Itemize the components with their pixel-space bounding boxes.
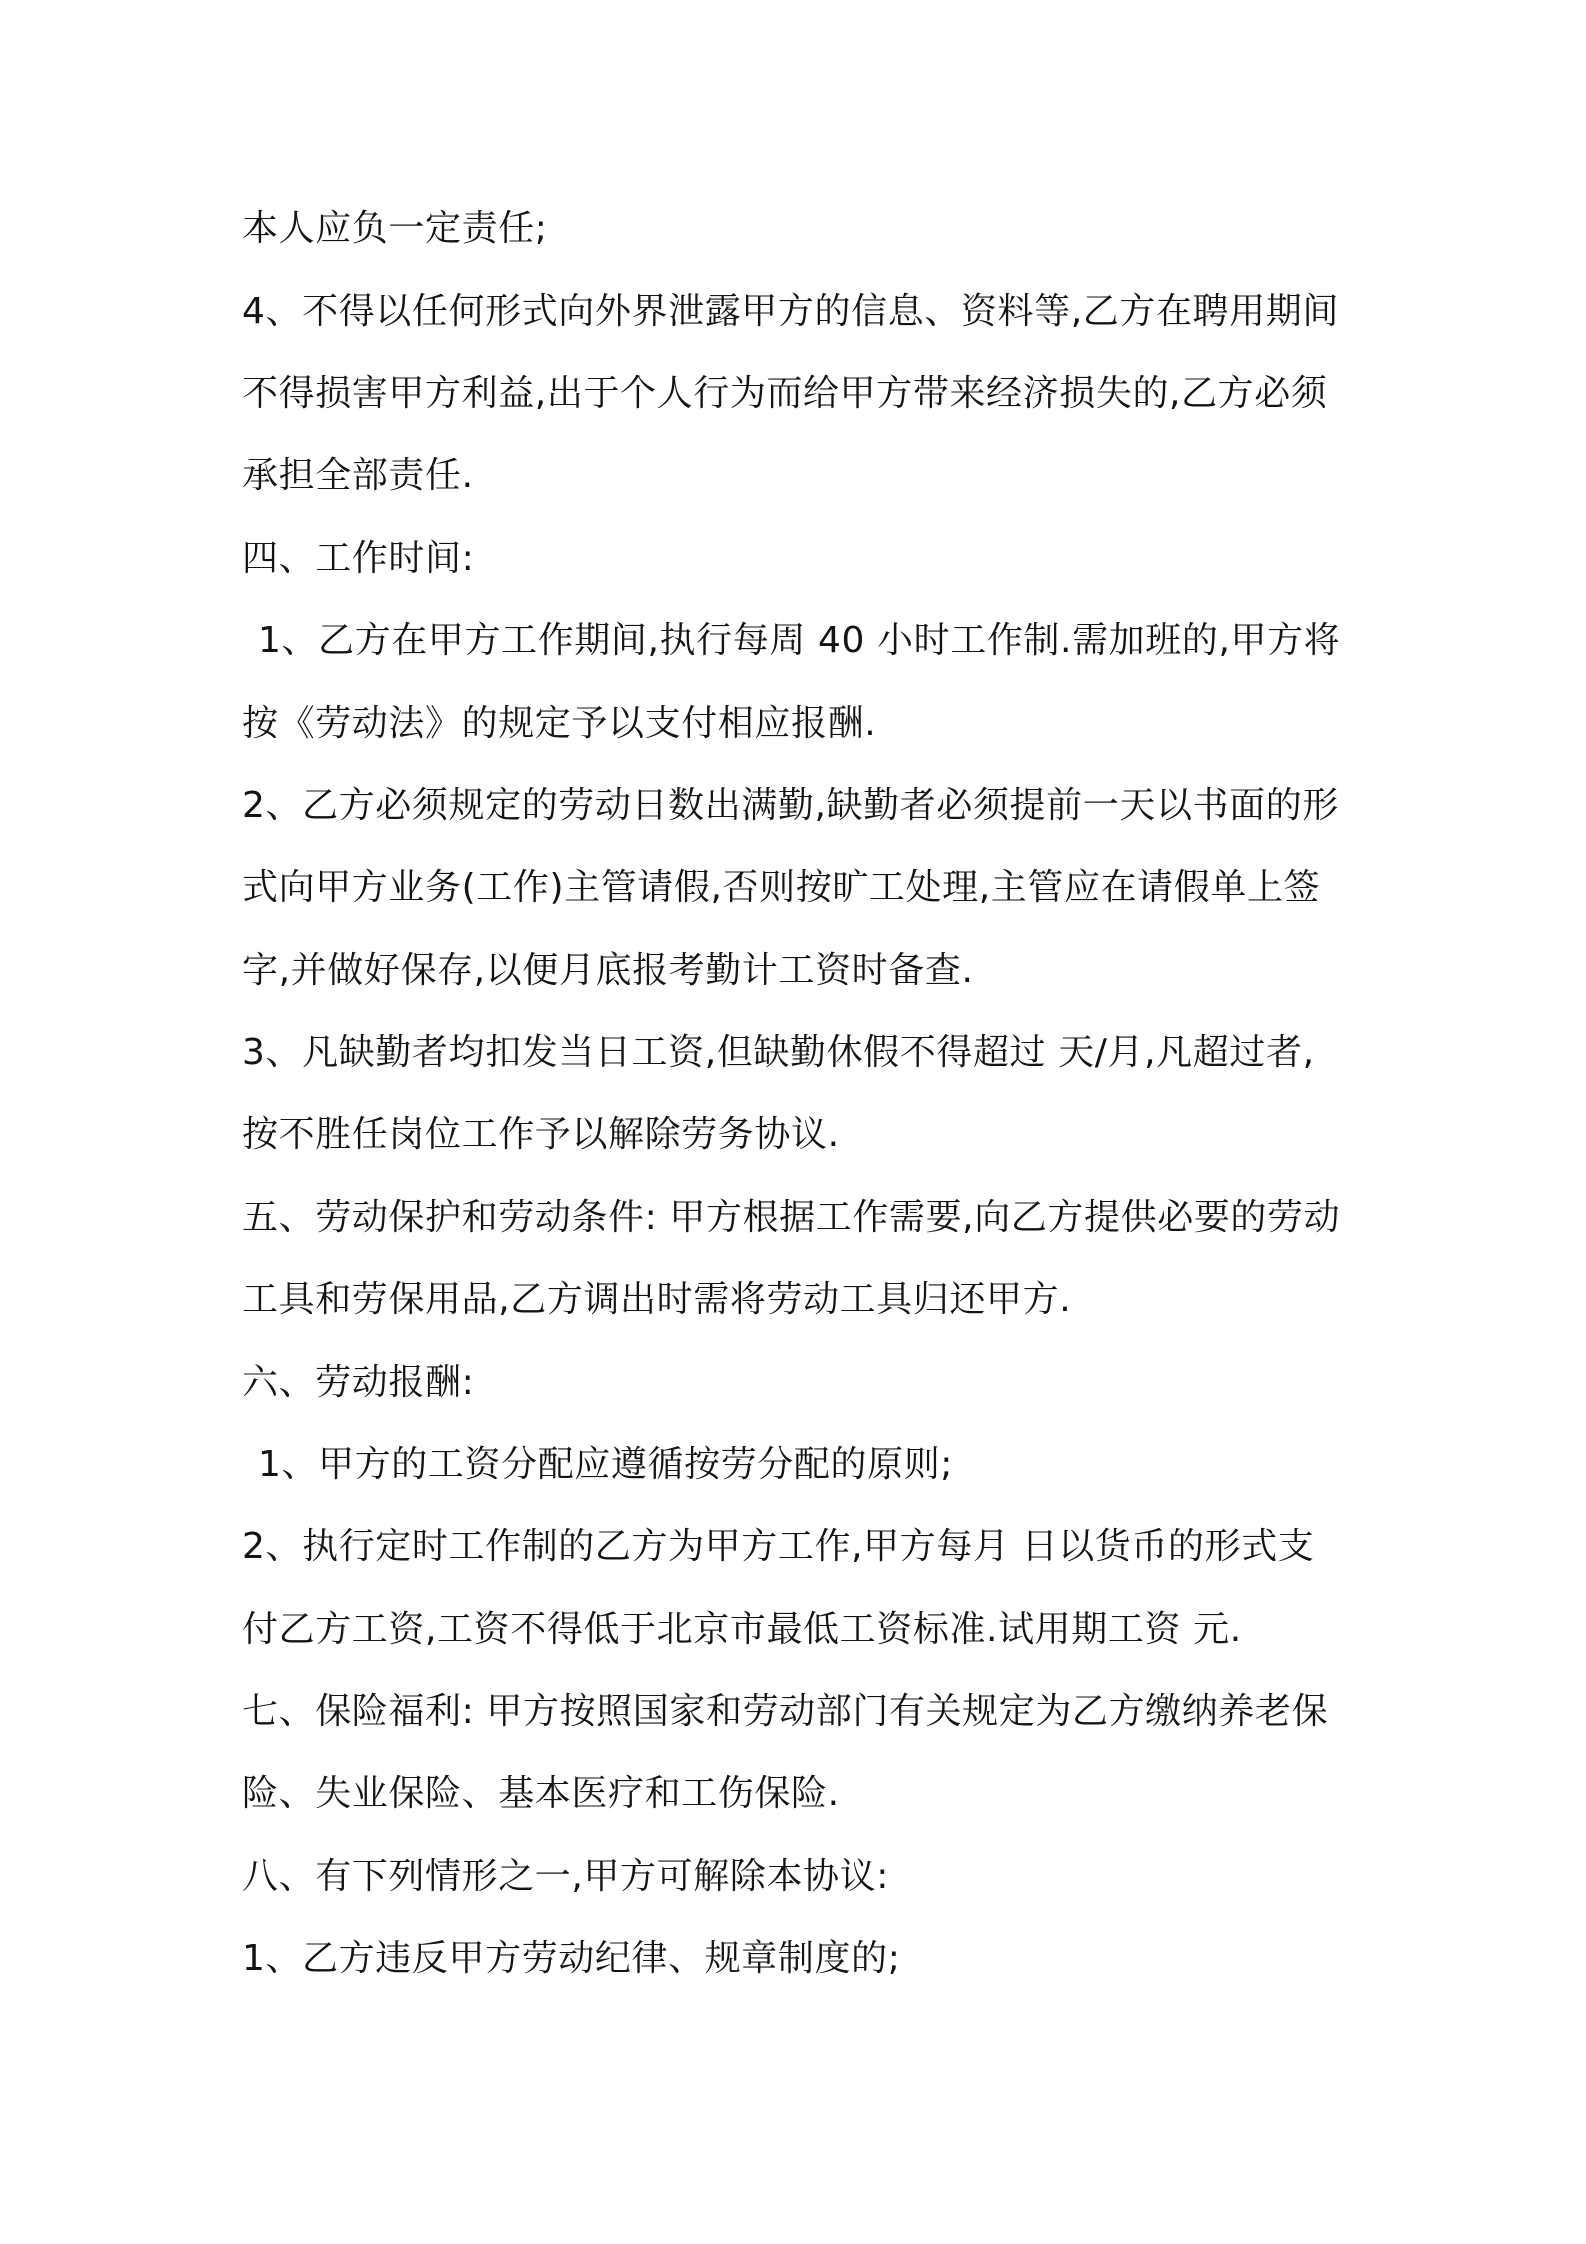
text-line: 1、乙方违反甲方劳动纪律、规章制度的; — [242, 1938, 901, 1979]
text-line: 2、执行定时工作制的乙方为甲方工作,甲方每月 日以货币的形式支 — [242, 1526, 1315, 1567]
text-line: 式向甲方业务(工作)主管请假,否则按旷工处理,主管应在请假单上签 — [242, 867, 1321, 908]
text-line: 付乙方工资,工资不得低于北京市最低工资标准.试用期工资 元. — [242, 1609, 1242, 1650]
section-heading: 四、工作时间: — [242, 538, 475, 579]
text-line: 4、不得以任何形式向外界泄露甲方的信息、资料等,乙方在聘用期间 — [242, 291, 1339, 332]
section-heading: 八、有下列情形之一,甲方可解除本协议: — [242, 1856, 889, 1897]
text-line: 承担全部责任. — [242, 455, 474, 496]
text-line: 2、乙方必须规定的劳动日数出满勤,缺勤者必须提前一天以书面的形 — [242, 785, 1339, 826]
text-line: 工具和劳保用品,乙方调出时需将劳动工具归还甲方. — [242, 1279, 1072, 1320]
text-line: 按不胜任岗位工作予以解除劳务协议. — [242, 1114, 840, 1155]
text-line: 不得损害甲方利益,出于个人行为而给甲方带来经济损失的,乙方必须 — [242, 373, 1328, 414]
section-heading: 五、劳动保护和劳动条件: 甲方根据工作需要,向乙方提供必要的劳动 — [242, 1197, 1341, 1238]
text-line: 本人应负一定责任; — [242, 208, 548, 249]
section-heading: 六、劳动报酬: — [242, 1362, 475, 1403]
text-line: 险、失业保险、基本医疗和工伤保险. — [242, 1773, 840, 1814]
text-line: 1、乙方在甲方工作期间,执行每周 40 小时工作制.需加班的,甲方将 — [258, 620, 1341, 661]
text-line: 字,并做好保存,以便月底报考勤计工资时备查. — [242, 950, 974, 991]
text-line: 1、甲方的工资分配应遵循按劳分配的原则; — [258, 1444, 954, 1485]
text-line: 3、凡缺勤者均扣发当日工资,但缺勤休假不得超过 天/月,凡超过者, — [242, 1032, 1315, 1073]
section-heading: 七、保险福利: 甲方按照国家和劳动部门有关规定为乙方缴纳养老保 — [242, 1691, 1329, 1732]
text-line: 按《劳动法》的规定予以支付相应报酬. — [242, 703, 877, 744]
